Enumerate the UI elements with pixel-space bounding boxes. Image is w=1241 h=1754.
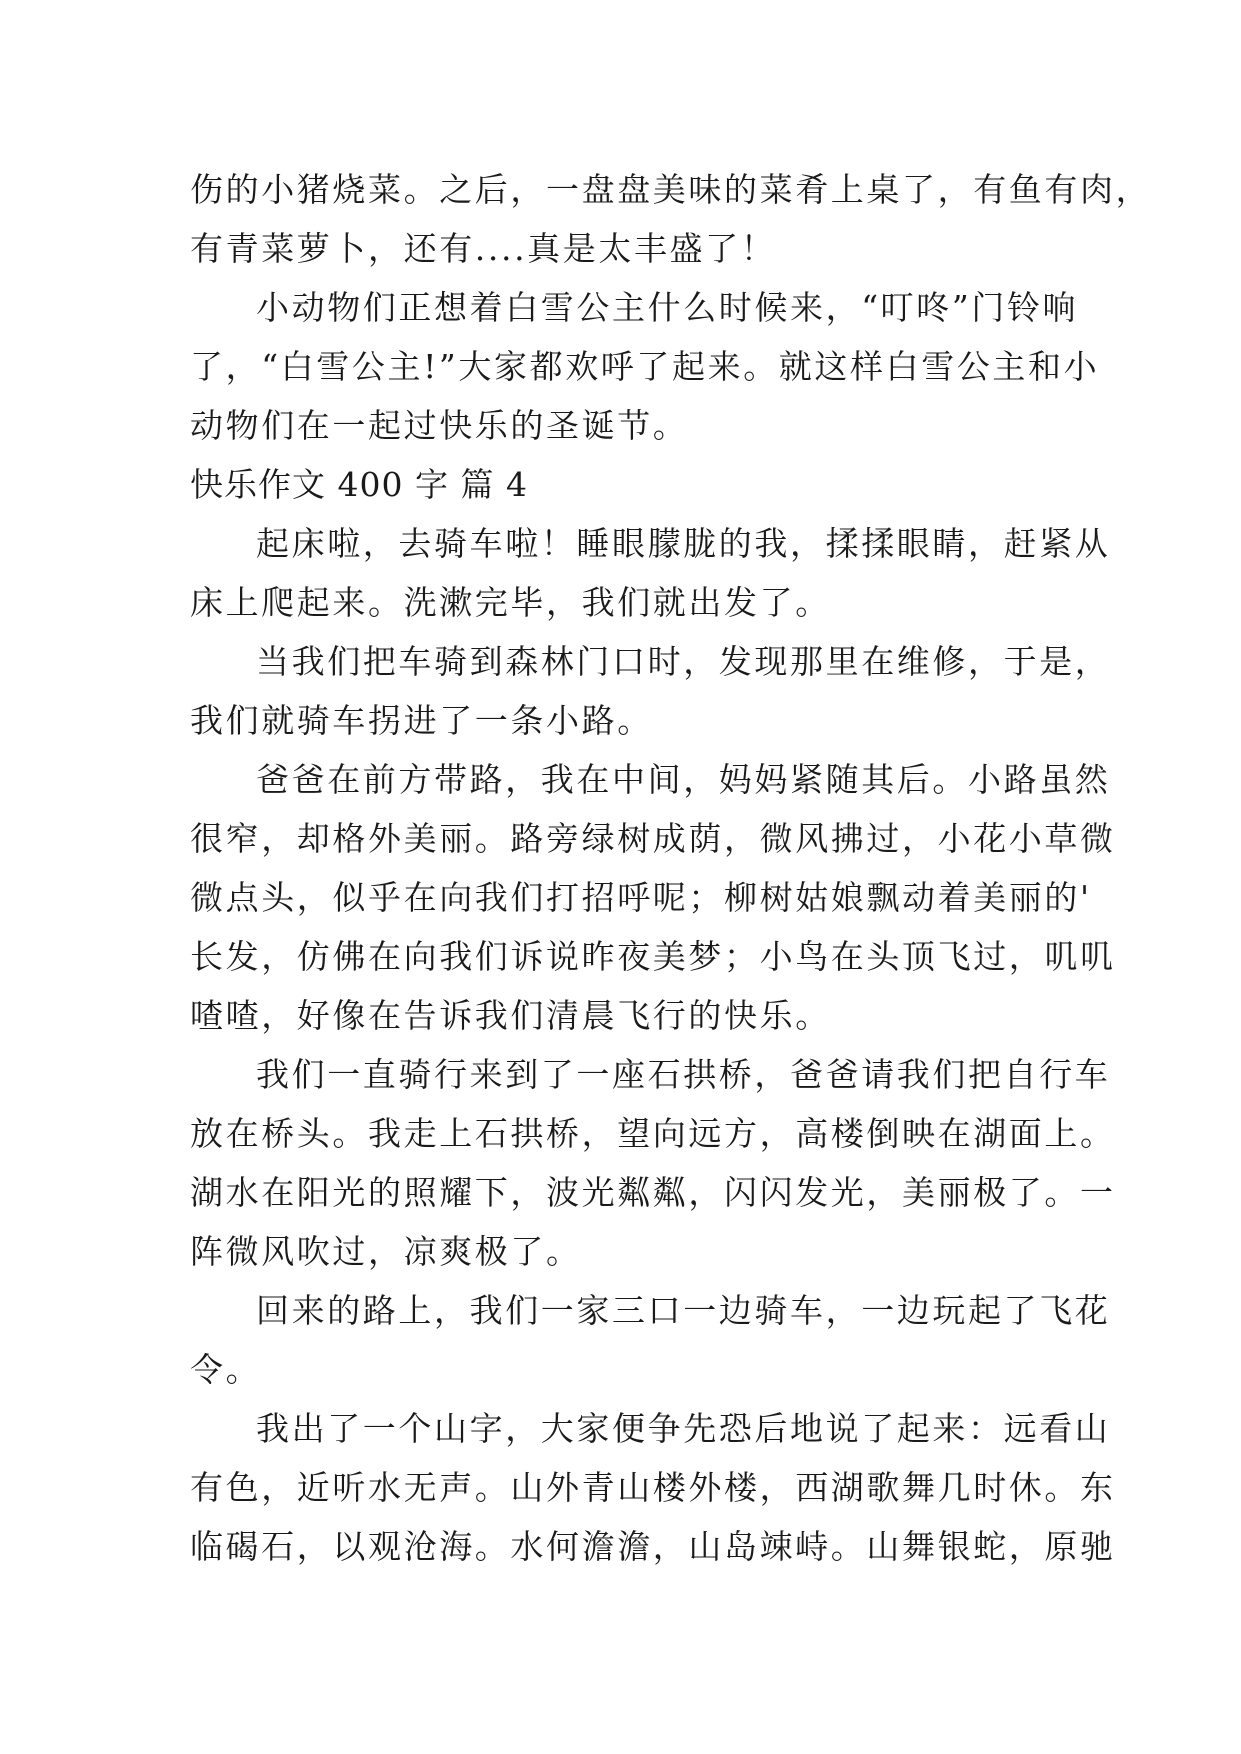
section-heading: 快乐作文 400 字 篇 4 <box>190 465 528 504</box>
text-line: 伤的小猪烧菜。之后，一盘盘美味的菜肴上桌了，有鱼有肉， <box>190 170 1152 209</box>
text-line: 床上爬起来。洗漱完毕，我们就出发了。 <box>190 583 831 622</box>
text-line: 放在桥头。我走上石拱桥，望向远方，高楼倒映在湖面上。 <box>190 1114 1116 1153</box>
paragraph-start-line: 小动物们正想着白雪公主什么时候来，“叮咚”门铃响 <box>256 288 1079 327</box>
text-line: 令。 <box>190 1350 262 1389</box>
text-line: 临碣石，以观沧海。水何澹澹，山岛竦峙。山舞银蛇，原驰 <box>190 1527 1116 1566</box>
text-line: 动物们在一起过快乐的圣诞节。 <box>190 406 689 445</box>
paragraph-start-line: 起床啦，去骑车啦！睡眼朦胧的我，揉揉眼睛，赶紧从 <box>256 524 1111 563</box>
text-line: 我们就骑车拐进了一条小路。 <box>190 701 653 740</box>
paragraph-start-line: 我出了一个山字，大家便争先恐后地说了起来：远看山 <box>256 1409 1111 1448</box>
text-line: 有色，近听水无声。山外青山楼外楼，西湖歌舞几时休。东 <box>190 1468 1116 1507</box>
text-line: 喳喳，好像在告诉我们清晨飞行的快乐。 <box>190 996 831 1035</box>
text-line: 湖水在阳光的照耀下，波光粼粼，闪闪发光，美丽极了。一 <box>190 1173 1116 1212</box>
paragraph-start-line: 爸爸在前方带路，我在中间，妈妈紧随其后。小路虽然 <box>256 760 1111 799</box>
paragraph-start-line: 我们一直骑行来到了一座石拱桥，爸爸请我们把自行车 <box>256 1055 1111 1094</box>
document-body <box>190 160 1152 1576</box>
text-line: 阵微风吹过，凉爽极了。 <box>190 1232 582 1271</box>
paragraph-start-line: 当我们把车骑到森林门口时，发现那里在维修，于是， <box>256 642 1111 681</box>
text-line: 长发，仿佛在向我们诉说昨夜美梦；小鸟在头顶飞过，叽叽 <box>190 937 1116 976</box>
paragraph-start-line: 回来的路上，我们一家三口一边骑车，一边玩起了飞花 <box>256 1291 1111 1330</box>
text-line: 了，“白雪公主!”大家都欢呼了起来。就这样白雪公主和小 <box>190 347 1100 386</box>
text-line: 微点头，似乎在向我们打招呼呢；柳树姑娘飘动着美丽的' <box>190 878 1092 917</box>
text-line: 有青菜萝卜，还有....真是太丰盛了！ <box>190 229 777 268</box>
text-line: 很窄，却格外美丽。路旁绿树成荫，微风拂过，小花小草微 <box>190 819 1116 858</box>
